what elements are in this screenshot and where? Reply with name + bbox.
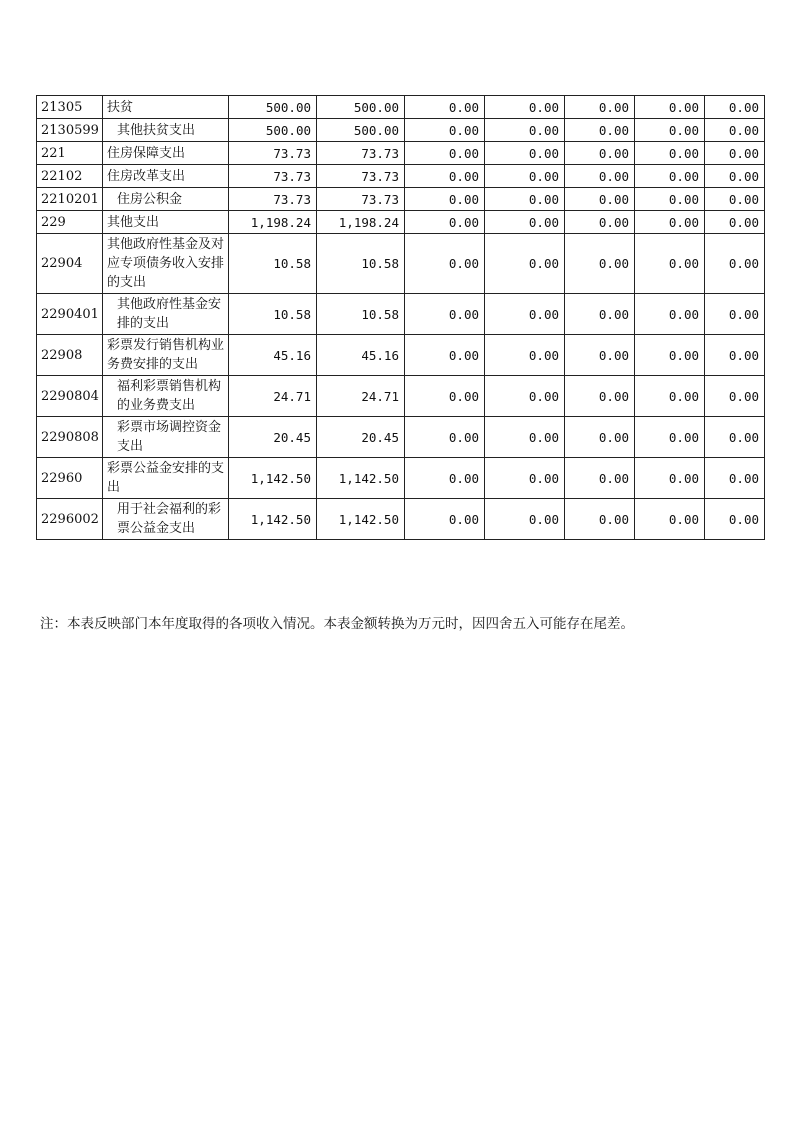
subject-name-cell: 其他扶贫支出	[103, 119, 229, 142]
subject-name-cell: 用于社会福利的彩票公益金支出	[103, 499, 229, 540]
amount-cell: 500.00	[317, 119, 405, 142]
amount-cell: 0.00	[485, 417, 565, 458]
subject-code-cell: 2130599	[37, 119, 103, 142]
subject-code-cell: 22102	[37, 165, 103, 188]
amount-cell: 24.71	[229, 376, 317, 417]
table-row	[37, 211, 765, 234]
amount-cell: 73.73	[229, 165, 317, 188]
subject-code-cell: 229	[37, 211, 103, 234]
table-row	[37, 294, 765, 335]
subject-code-cell: 22908	[37, 335, 103, 376]
amount-cell: 0.00	[565, 376, 635, 417]
amount-cell: 1,198.24	[317, 211, 405, 234]
amount-cell: 10.58	[229, 294, 317, 335]
amount-cell: 0.00	[565, 165, 635, 188]
amount-cell: 0.00	[565, 335, 635, 376]
amount-cell: 0.00	[635, 499, 705, 540]
subject-code-cell: 2296002	[37, 499, 103, 540]
amount-cell: 0.00	[705, 211, 765, 234]
amount-cell: 0.00	[635, 165, 705, 188]
amount-cell: 0.00	[565, 142, 635, 165]
amount-cell: 0.00	[705, 294, 765, 335]
amount-cell: 73.73	[229, 188, 317, 211]
subject-code-cell: 2290401	[37, 294, 103, 335]
amount-cell: 500.00	[229, 119, 317, 142]
amount-cell: 73.73	[229, 142, 317, 165]
amount-cell: 0.00	[635, 294, 705, 335]
amount-cell: 0.00	[405, 165, 485, 188]
subject-code-cell: 2290808	[37, 417, 103, 458]
amount-cell: 45.16	[229, 335, 317, 376]
amount-cell: 500.00	[229, 96, 317, 119]
amount-cell: 0.00	[485, 119, 565, 142]
amount-cell: 45.16	[317, 335, 405, 376]
subject-name-cell: 住房保障支出	[103, 142, 229, 165]
amount-cell: 24.71	[317, 376, 405, 417]
amount-cell: 0.00	[705, 234, 765, 294]
amount-cell: 0.00	[485, 335, 565, 376]
amount-cell: 0.00	[565, 417, 635, 458]
subject-name-cell: 福利彩票销售机构的业务费支出	[103, 376, 229, 417]
amount-cell: 1,142.50	[229, 499, 317, 540]
amount-cell: 0.00	[405, 499, 485, 540]
amount-cell: 20.45	[229, 417, 317, 458]
amount-cell: 0.00	[705, 376, 765, 417]
amount-cell: 10.58	[317, 234, 405, 294]
budget-table	[36, 95, 765, 540]
subject-name-cell: 其他支出	[103, 211, 229, 234]
amount-cell: 0.00	[485, 188, 565, 211]
amount-cell: 0.00	[705, 188, 765, 211]
amount-cell: 0.00	[485, 165, 565, 188]
amount-cell: 0.00	[635, 96, 705, 119]
table-row	[37, 165, 765, 188]
amount-cell: 0.00	[405, 211, 485, 234]
amount-cell: 0.00	[705, 165, 765, 188]
amount-cell: 0.00	[405, 234, 485, 294]
amount-cell: 1,142.50	[317, 499, 405, 540]
amount-cell: 0.00	[565, 119, 635, 142]
subject-name-cell: 彩票市场调控资金支出	[103, 417, 229, 458]
subject-name-cell: 其他政府性基金安排的支出	[103, 294, 229, 335]
subject-name-cell: 彩票发行销售机构业务费安排的支出	[103, 335, 229, 376]
subject-name-cell: 彩票公益金安排的支出	[103, 458, 229, 499]
amount-cell: 0.00	[405, 188, 485, 211]
amount-cell: 0.00	[565, 211, 635, 234]
table-row	[37, 376, 765, 417]
amount-cell: 0.00	[485, 376, 565, 417]
table-row	[37, 119, 765, 142]
amount-cell: 0.00	[405, 417, 485, 458]
table-row	[37, 234, 765, 294]
amount-cell: 0.00	[635, 458, 705, 499]
amount-cell: 73.73	[317, 142, 405, 165]
amount-cell: 73.73	[317, 188, 405, 211]
amount-cell: 0.00	[565, 188, 635, 211]
subject-name-cell: 扶贫	[103, 96, 229, 119]
amount-cell: 0.00	[705, 96, 765, 119]
amount-cell: 0.00	[705, 119, 765, 142]
amount-cell: 0.00	[705, 335, 765, 376]
amount-cell: 0.00	[635, 211, 705, 234]
amount-cell: 0.00	[635, 188, 705, 211]
amount-cell: 0.00	[565, 294, 635, 335]
subject-code-cell: 22904	[37, 234, 103, 294]
table-row	[37, 188, 765, 211]
amount-cell: 0.00	[485, 458, 565, 499]
table-row	[37, 96, 765, 119]
table-footnote: 注：本表反映部门本年度取得的各项收入情况。本表金额转换为万元时，因四舍五入可能存在尾差。	[40, 616, 634, 632]
amount-cell: 0.00	[405, 458, 485, 499]
subject-code-cell: 2210201	[37, 188, 103, 211]
amount-cell: 0.00	[485, 142, 565, 165]
amount-cell: 0.00	[485, 96, 565, 119]
subject-name-cell: 住房改革支出	[103, 165, 229, 188]
amount-cell: 0.00	[405, 119, 485, 142]
subject-code-cell: 22960	[37, 458, 103, 499]
amount-cell: 10.58	[229, 234, 317, 294]
subject-code-cell: 2290804	[37, 376, 103, 417]
table-row	[37, 499, 765, 540]
amount-cell: 1,142.50	[317, 458, 405, 499]
amount-cell: 10.58	[317, 294, 405, 335]
amount-cell: 20.45	[317, 417, 405, 458]
amount-cell: 0.00	[405, 376, 485, 417]
amount-cell: 0.00	[565, 234, 635, 294]
amount-cell: 0.00	[405, 294, 485, 335]
amount-cell: 0.00	[635, 335, 705, 376]
amount-cell: 73.73	[317, 165, 405, 188]
subject-name-cell: 住房公积金	[103, 188, 229, 211]
amount-cell: 1,142.50	[229, 458, 317, 499]
amount-cell: 0.00	[485, 211, 565, 234]
amount-cell: 0.00	[485, 499, 565, 540]
table-row	[37, 142, 765, 165]
amount-cell: 0.00	[705, 142, 765, 165]
amount-cell: 0.00	[635, 234, 705, 294]
subject-code-cell: 21305	[37, 96, 103, 119]
amount-cell: 0.00	[565, 458, 635, 499]
amount-cell: 1,198.24	[229, 211, 317, 234]
amount-cell: 0.00	[405, 335, 485, 376]
amount-cell: 0.00	[485, 234, 565, 294]
table-row	[37, 458, 765, 499]
amount-cell: 0.00	[635, 417, 705, 458]
amount-cell: 0.00	[705, 499, 765, 540]
amount-cell: 0.00	[705, 458, 765, 499]
amount-cell: 0.00	[635, 119, 705, 142]
amount-cell: 0.00	[705, 417, 765, 458]
table-row	[37, 335, 765, 376]
amount-cell: 0.00	[565, 499, 635, 540]
subject-name-cell: 其他政府性基金及对应专项债务收入安排的支出	[103, 234, 229, 294]
amount-cell: 0.00	[485, 294, 565, 335]
table-body	[37, 96, 765, 540]
subject-code-cell: 221	[37, 142, 103, 165]
amount-cell: 0.00	[635, 376, 705, 417]
amount-cell: 0.00	[405, 96, 485, 119]
amount-cell: 0.00	[405, 142, 485, 165]
amount-cell: 500.00	[317, 96, 405, 119]
amount-cell: 0.00	[635, 142, 705, 165]
amount-cell: 0.00	[565, 96, 635, 119]
table-row	[37, 417, 765, 458]
